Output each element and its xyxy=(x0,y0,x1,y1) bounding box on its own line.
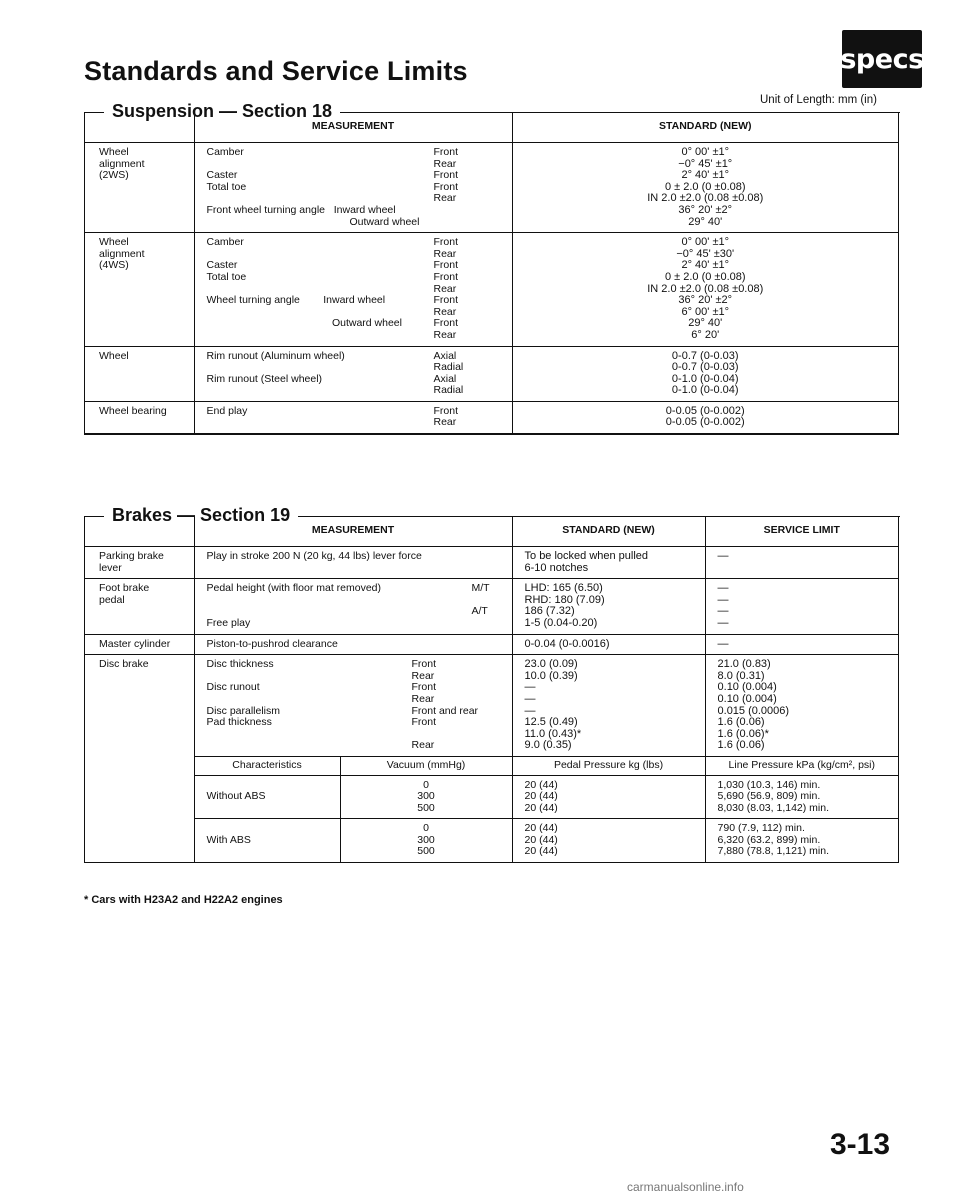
standard-value: 23.0 (0.09) xyxy=(524,658,578,671)
suspension-row-measurement xyxy=(194,346,512,401)
disc-brake-item: Disc brake xyxy=(85,655,194,862)
standard-value: 36° 20' ±2° xyxy=(678,294,733,307)
suspension-section-title: Suspension — Section 18 xyxy=(104,101,340,122)
line-pressure-value: 6,320 (63.2, 899) min. xyxy=(717,833,821,846)
measurement-text: Disc thickness xyxy=(206,658,274,671)
standard-value: 12.5 (0.49) xyxy=(524,716,578,729)
line-pressure-value: 1,030 (10.3, 146) min. xyxy=(717,778,821,791)
measurement-line xyxy=(207,659,512,671)
characteristics-header-row xyxy=(85,756,898,775)
measurement-text: Total toe xyxy=(206,180,247,193)
characteristics-row xyxy=(85,819,898,862)
standard-value: LHD: 165 (6.50) xyxy=(524,582,603,595)
measurement-qualifier xyxy=(472,563,512,575)
measurement-line xyxy=(207,583,512,595)
characteristics-line-pressure xyxy=(705,819,898,862)
item-label-line: Master cylinder xyxy=(99,637,171,650)
measurement-text xyxy=(207,595,472,607)
standard-value: 10.0 (0.39) xyxy=(524,669,578,682)
suspension-header-measurement: MEASUREMENT xyxy=(194,112,512,143)
measurement-line xyxy=(207,351,512,363)
measurement-qualifier: Front xyxy=(433,146,459,158)
measurement-qualifier: Rear xyxy=(433,305,457,318)
measurement-line xyxy=(207,595,512,607)
measurement-text xyxy=(207,694,412,706)
standard-value: 9.0 (0.35) xyxy=(524,739,572,752)
brakes-section-title: Brakes — Section 19 xyxy=(104,505,298,526)
item-label-line: (4WS) xyxy=(99,259,129,272)
standard-value: 36° 20' ±2° xyxy=(678,203,733,216)
page-title: Standards and Service Limits xyxy=(84,56,468,86)
brakes-table-box xyxy=(84,516,899,863)
measurement-text: Outward wheel xyxy=(206,317,402,330)
measurement-line xyxy=(207,374,512,386)
measurement-text: Free play xyxy=(206,616,251,629)
limit-value: 0.10 (0.004) xyxy=(717,681,777,694)
measurement-line xyxy=(207,147,512,159)
limit-value: 0.10 (0.004) xyxy=(717,692,777,705)
standard-value: 11.0 (0.43)* xyxy=(524,727,582,740)
pedal-pressure-value: 20 (44) xyxy=(524,822,558,835)
measurement-text: Rim runout (Steel wheel) xyxy=(206,372,323,385)
measurement-line xyxy=(207,639,512,651)
measurement-qualifier: Front xyxy=(433,294,459,307)
characteristics-line-pressure xyxy=(705,775,898,819)
suspension-row xyxy=(85,401,898,433)
standard-value: — xyxy=(524,681,536,694)
vacuum-value: 0 xyxy=(423,778,429,791)
measurement-line xyxy=(207,249,512,261)
pedal-pressure-value: 20 (44) xyxy=(524,790,558,803)
measurement-line xyxy=(207,170,512,182)
measurement-qualifier: M/T xyxy=(471,582,490,595)
measurement-text xyxy=(207,330,434,342)
measurement-text: Disc runout xyxy=(206,681,260,694)
watermark: carmanualsonline.info xyxy=(627,1180,744,1194)
brakes-row-measurement xyxy=(194,579,512,634)
measurement-line xyxy=(207,717,512,729)
limit-value: — xyxy=(717,593,729,606)
item-label-line: alignment xyxy=(99,157,145,170)
suspension-row-standard xyxy=(512,346,898,401)
char-header-characteristics: Characteristics xyxy=(194,756,340,775)
measurement-line xyxy=(207,740,512,752)
standard-value: 0-0.7 (0-0.03) xyxy=(671,361,739,374)
measurement-line xyxy=(207,205,512,217)
measurement-text xyxy=(207,249,434,261)
measurement-line xyxy=(207,217,512,229)
standard-value: −0° 45' ±1° xyxy=(678,157,733,170)
measurement-text: Camber xyxy=(206,236,244,249)
measurement-qualifier: Radial xyxy=(433,384,464,397)
measurement-text: Total toe xyxy=(206,270,247,283)
standard-value: 1-5 (0.04-0.20) xyxy=(524,616,598,629)
standard-value: IN 2.0 ±2.0 (0.08 ±0.08) xyxy=(647,192,764,205)
disc-brake-row xyxy=(85,655,898,757)
unit-note: Unit of Length: mm (in) xyxy=(760,94,877,106)
disc-brake-standard xyxy=(512,655,705,757)
limit-value: — xyxy=(717,637,729,650)
characteristics-row xyxy=(85,775,898,819)
measurement-text: Piston-to-pushrod clearance xyxy=(206,637,338,650)
item-label-line: Foot brake xyxy=(99,582,150,595)
line-pressure-value: 8,030 (8.03, 1,142) min. xyxy=(717,801,830,814)
measurement-line xyxy=(207,551,512,563)
limit-value: — xyxy=(717,582,729,595)
measurement-qualifier xyxy=(434,205,512,217)
char-header-line: Line Pressure kPa (kg/cm², psi) xyxy=(705,756,898,775)
measurement-text xyxy=(207,417,434,429)
measurement-text: Play in stroke 200 N (20 kg, 44 lbs) lever force xyxy=(206,550,422,562)
vacuum-value: 500 xyxy=(417,801,435,814)
limit-value: 1.6 (0.06) xyxy=(717,716,765,729)
characteristics-vacuum xyxy=(340,775,512,819)
measurement-qualifier: Rear xyxy=(433,192,457,205)
measurement-qualifier: Front xyxy=(433,169,459,182)
measurement-line xyxy=(207,417,512,429)
standard-value: 0-1.0 (0-0.04) xyxy=(671,384,739,397)
disc-brake-limit xyxy=(705,655,898,757)
characteristics-name: Without ABS xyxy=(194,775,340,819)
suspension-header-standard: STANDARD (NEW) xyxy=(512,112,898,143)
item-label-line: Wheel xyxy=(99,349,129,362)
measurement-text: Caster xyxy=(206,169,238,182)
measurement-qualifier: A/T xyxy=(471,605,488,618)
pedal-pressure-value: 20 (44) xyxy=(524,845,558,858)
disc-brake-measurement xyxy=(194,655,512,757)
brakes-row-standard xyxy=(512,579,705,634)
measurement-line xyxy=(207,694,512,706)
limit-value: — xyxy=(717,605,729,618)
brakes-row-limit xyxy=(705,634,898,655)
suspension-row-standard xyxy=(512,401,898,433)
brakes-row-limit xyxy=(705,547,898,579)
limit-value: — xyxy=(717,550,729,562)
limit-value: 8.0 (0.31) xyxy=(717,669,765,682)
standard-value: 29° 40' xyxy=(688,317,723,330)
standard-value: 0-1.0 (0-0.04) xyxy=(671,372,739,385)
brakes-row-item xyxy=(85,579,194,634)
pedal-pressure-value: 20 (44) xyxy=(524,833,558,846)
line-pressure-value: 5,690 (56.9, 809) min. xyxy=(717,790,821,803)
measurement-qualifier: Front xyxy=(433,259,459,272)
measurement-qualifier: Front and rear xyxy=(411,704,479,717)
measurement-text: Outward wheel xyxy=(206,215,420,228)
standard-value: 186 (7.32) xyxy=(524,605,575,618)
measurement-text xyxy=(207,563,472,575)
line-pressure-value: 790 (7.9, 112) min. xyxy=(717,822,805,835)
brakes-row-limit xyxy=(705,579,898,634)
item-label-line: lever xyxy=(99,561,122,574)
measurement-text: Camber xyxy=(206,146,244,158)
measurement-text: End play xyxy=(206,404,248,417)
vacuum-value: 300 xyxy=(417,833,435,846)
measurement-line xyxy=(207,606,512,618)
brakes-row-item xyxy=(85,634,194,655)
suspension-row-item xyxy=(85,233,194,346)
measurement-qualifier: Axial xyxy=(433,349,457,362)
suspension-table xyxy=(85,112,898,434)
brakes-row-standard xyxy=(512,634,705,655)
suspension-row-item xyxy=(85,346,194,401)
measurement-line xyxy=(207,260,512,272)
measurement-line xyxy=(207,330,512,342)
standard-value: 0 ± 2.0 (0 ±0.08) xyxy=(664,180,746,193)
item-label-line: pedal xyxy=(99,593,125,606)
item-label-line: Wheel xyxy=(99,236,129,249)
standard-value: 0-0.05 (0-0.002) xyxy=(665,404,745,417)
measurement-line xyxy=(207,618,512,630)
vacuum-value: 300 xyxy=(417,790,435,803)
measurement-line xyxy=(207,295,512,307)
measurement-qualifier xyxy=(472,639,512,651)
measurement-qualifier xyxy=(434,217,512,229)
limit-value: 1.6 (0.06)* xyxy=(717,727,769,740)
characteristics-pedal xyxy=(512,775,705,819)
measurement-qualifier: Rear xyxy=(411,669,435,682)
standard-value: 0-0.04 (0-0.0016) xyxy=(524,637,610,650)
measurement-text: Front wheel turning angle Inward wheel xyxy=(206,203,396,216)
pedal-pressure-value: 20 (44) xyxy=(524,778,558,791)
measurement-qualifier: Rear xyxy=(411,739,435,752)
standard-value: 0° 00' ±1° xyxy=(681,146,730,158)
suspension-header-item xyxy=(85,112,194,143)
footnote: * Cars with H23A2 and H22A2 engines xyxy=(84,894,283,906)
measurement-text xyxy=(207,385,434,397)
standard-value: 2° 40' ±1° xyxy=(681,259,730,272)
suspension-row xyxy=(85,346,898,401)
measurement-line xyxy=(207,682,512,694)
brakes-row-measurement xyxy=(194,634,512,655)
measurement-text xyxy=(207,740,412,752)
measurement-line xyxy=(207,159,512,171)
measurement-text: Wheel turning angle Inward wheel xyxy=(206,294,386,307)
standard-value: — xyxy=(524,692,536,705)
measurement-qualifier: Rear xyxy=(433,157,457,170)
measurement-line xyxy=(207,237,512,249)
specs-logo: specs xyxy=(842,30,922,88)
standard-value: 6° 00' ±1° xyxy=(681,305,730,318)
measurement-qualifier: Front xyxy=(433,180,459,193)
measurement-qualifier: Front xyxy=(411,716,437,729)
measurement-qualifier: Axial xyxy=(433,372,457,385)
brakes-header-limit: SERVICE LIMIT xyxy=(705,516,898,547)
brakes-row xyxy=(85,547,898,579)
standard-value: 0 ± 2.0 (0 ±0.08) xyxy=(664,270,746,283)
measurement-qualifier: Rear xyxy=(433,416,457,429)
suspension-row-measurement xyxy=(194,143,512,233)
standard-value: 0-0.05 (0-0.002) xyxy=(665,416,745,429)
brakes-row-standard xyxy=(512,547,705,579)
vacuum-value: 0 xyxy=(423,822,429,835)
standard-value: −0° 45' ±30' xyxy=(676,247,735,260)
standard-value: 6-10 notches xyxy=(524,561,589,574)
brakes-row-item xyxy=(85,547,194,579)
suspension-row-measurement xyxy=(194,401,512,433)
measurement-qualifier: Front xyxy=(433,236,459,249)
item-label-line: Wheel bearing xyxy=(99,404,167,417)
measurement-text: Pad thickness xyxy=(206,716,272,729)
char-header-vacuum: Vacuum (mmHg) xyxy=(340,756,512,775)
vacuum-value: 500 xyxy=(417,845,435,858)
measurement-text: Pedal height (with floor mat removed) xyxy=(206,582,381,595)
measurement-qualifier: Front xyxy=(433,270,459,283)
measurement-line xyxy=(207,272,512,284)
characteristics-name: With ABS xyxy=(194,819,340,862)
measurement-text xyxy=(207,729,412,741)
measurement-line xyxy=(207,362,512,374)
suspension-table-box xyxy=(84,112,899,435)
suspension-row-standard xyxy=(512,233,898,346)
measurement-qualifier: Rear xyxy=(433,247,457,260)
limit-value: 21.0 (0.83) xyxy=(717,658,771,671)
limit-value xyxy=(718,563,899,575)
measurement-line xyxy=(207,563,512,575)
measurement-text xyxy=(207,362,434,374)
suspension-row-item xyxy=(85,143,194,233)
standard-value: IN 2.0 ±2.0 (0.08 ±0.08) xyxy=(647,282,764,295)
standard-value: RHD: 180 (7.09) xyxy=(524,593,605,606)
suspension-row xyxy=(85,143,898,233)
measurement-line xyxy=(207,729,512,741)
page-number: 3-13 xyxy=(830,1128,891,1161)
standard-value: — xyxy=(524,704,536,717)
limit-value: — xyxy=(717,616,729,629)
measurement-qualifier: Rear xyxy=(433,328,457,341)
char-header-pedal: Pedal Pressure kg (lbs) xyxy=(512,756,705,775)
measurement-qualifier: Rear xyxy=(411,692,435,705)
measurement-line xyxy=(207,406,512,418)
standard-value: To be locked when pulled xyxy=(524,550,649,562)
measurement-line xyxy=(207,385,512,397)
measurement-qualifier xyxy=(472,551,512,563)
limit-value: 0.015 (0.0006) xyxy=(717,704,790,717)
pedal-pressure-value: 20 (44) xyxy=(524,801,558,814)
measurement-line xyxy=(207,182,512,194)
limit-value: 1.6 (0.06) xyxy=(717,739,765,752)
measurement-qualifier: Rear xyxy=(433,282,457,295)
brakes-header-standard: STANDARD (NEW) xyxy=(512,516,705,547)
item-label-line: Parking brake xyxy=(99,550,164,562)
standard-value: 0-0.7 (0-0.03) xyxy=(671,349,739,362)
measurement-qualifier: Front xyxy=(433,404,459,417)
standard-value: 2° 40' ±1° xyxy=(681,169,730,182)
measurement-qualifier xyxy=(472,618,512,630)
brakes-header-item xyxy=(85,516,194,547)
line-pressure-value: 7,880 (78.8, 1,121) min. xyxy=(717,845,830,858)
measurement-qualifier: Radial xyxy=(433,361,464,374)
measurement-qualifier: Front xyxy=(411,658,437,671)
suspension-row-standard xyxy=(512,143,898,233)
characteristics-vacuum xyxy=(340,819,512,862)
standard-value: 6° 20' xyxy=(691,328,720,341)
item-label-line: alignment xyxy=(99,247,145,260)
brakes-row-measurement xyxy=(194,547,512,579)
characteristics-pedal xyxy=(512,819,705,862)
brakes-table xyxy=(85,516,898,862)
suspension-row xyxy=(85,233,898,346)
suspension-row-item xyxy=(85,401,194,433)
item-label-line: Wheel xyxy=(99,146,129,158)
measurement-qualifier: Front xyxy=(411,681,437,694)
brakes-row xyxy=(85,579,898,634)
standard-value: 29° 40' xyxy=(688,215,723,228)
measurement-text: Rim runout (Aluminum wheel) xyxy=(206,349,345,362)
measurement-text: Disc parallelism xyxy=(206,704,281,717)
standard-value: 0° 00' ±1° xyxy=(681,236,730,249)
measurement-qualifier: Front xyxy=(433,317,459,330)
measurement-line xyxy=(207,318,512,330)
brakes-header-measurement: MEASUREMENT xyxy=(194,516,512,547)
measurement-text xyxy=(207,159,434,171)
item-label-line: (2WS) xyxy=(99,169,129,182)
suspension-row-measurement xyxy=(194,233,512,346)
brakes-row xyxy=(85,634,898,655)
measurement-text: Caster xyxy=(206,259,238,272)
